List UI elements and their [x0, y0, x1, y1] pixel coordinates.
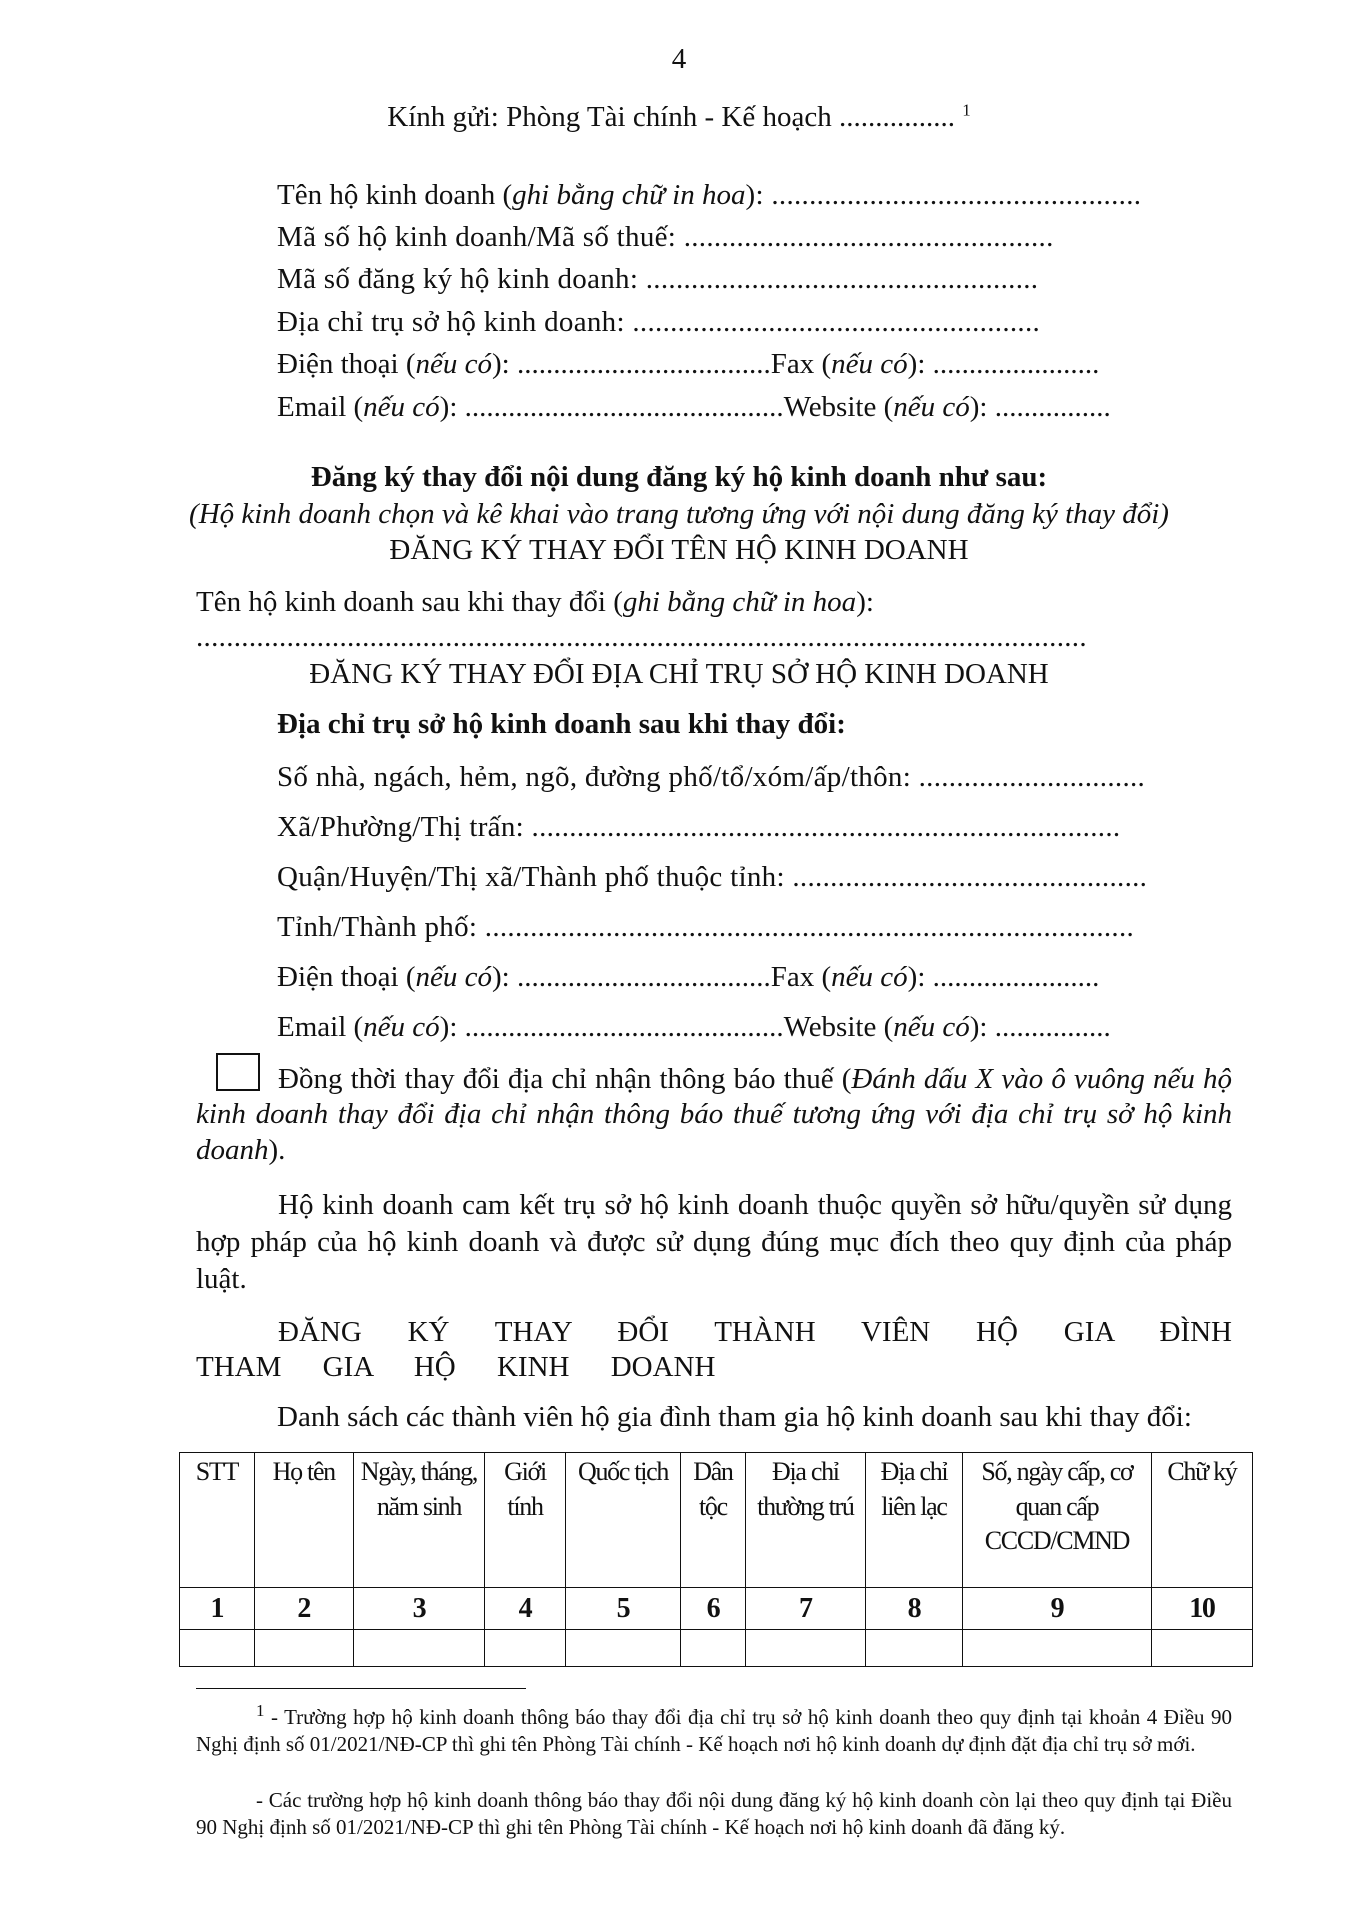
- new-phone-dots: ): ...................................: [492, 961, 771, 993]
- members-number-row: [180, 1588, 1253, 1630]
- business-name-label: Tên hộ kinh doanh (: [277, 179, 513, 211]
- new-website-dots: ): ................: [969, 1011, 1111, 1043]
- section-intro-note: (Hộ kinh doanh chọn và kê khai vào trang tương ứng với nội dung đăng ký thay đổi): [189, 498, 1169, 530]
- province-field[interactable]: Tỉnh/Thành phố: ......................................................................................: [277, 911, 1135, 943]
- business-address-field[interactable]: Địa chỉ trụ sở hộ kinh doanh: ......................................................: [277, 306, 1041, 338]
- website-dots: ): ................: [969, 391, 1111, 423]
- phone-if-any: nếu có: [415, 348, 493, 380]
- phone-label: Điện thoại (: [277, 348, 416, 380]
- new-name-label-end: ):: [856, 586, 874, 618]
- district-field[interactable]: Quận/Huyện/Thị xã/Thành phố thuộc tỉnh: ...............................................: [277, 861, 1148, 893]
- new-fax-if-any: nếu có: [831, 961, 908, 993]
- new-email-label: Email (: [277, 1011, 364, 1043]
- address-change-heading: ĐĂNG KÝ THAY ĐỔI ĐỊA CHỈ TRỤ SỞ HỘ KINH DOANH: [309, 658, 1049, 690]
- table-cell[interactable]: [681, 1630, 746, 1667]
- col-number: 2: [254, 1588, 353, 1630]
- footnote-ref: 1: [962, 100, 971, 120]
- col-permanent-address: Địa chỉ thường trú: [745, 1453, 865, 1588]
- col-signature: Chữ ký: [1151, 1453, 1252, 1588]
- ward-field[interactable]: Xã/Phường/Thị trấn: ..............................................................................: [277, 811, 1121, 843]
- email-website-line[interactable]: [277, 390, 1232, 425]
- tax-address-paragraph: [196, 1062, 1232, 1168]
- business-name-hint: ghi bằng chữ in hoa: [512, 179, 746, 211]
- new-name-hint: ghi bằng chữ in hoa: [622, 586, 857, 618]
- name-change-heading: ĐĂNG KÝ THAY ĐỔI TÊN HỘ KINH DOANH: [389, 534, 969, 566]
- commitment-paragraph: Hộ kinh doanh cam kết trụ sở hộ kinh doanh thuộc quyền sở hữu/quyền sử dụng hợp pháp của hộ kinh doanh và được sử dụng đúng mục đích theo quy định của pháp luật.: [196, 1189, 1232, 1295]
- fax-dots: ): .......................: [907, 348, 1100, 380]
- col-nationality: Quốc tịch: [565, 1453, 680, 1588]
- table-cell[interactable]: [865, 1630, 962, 1667]
- footnote-2-text: - Các trường hợp hộ kinh doanh thông báo thay đổi nội dung đăng ký hộ kinh doanh còn lại theo quy định tại Điều 90 Nghị định số 01/2021/NĐ-CP thì ghi tên Phòng Tài chính - Kế hoạch nơi hộ kinh doanh đã đăng ký.: [196, 1788, 1232, 1840]
- footnote-1-text: - Trường hợp hộ kinh doanh thông báo thay đổi địa chỉ trụ sở hộ kinh doanh theo quy định tại khoản 4 Điều 90 Nghị định số 01/2021/NĐ-CP thì ghi tên Phòng Tài chính - Kế hoạch nơi hộ kinh doanh dự định đặt địa chỉ trụ sở mới.: [196, 1705, 1232, 1757]
- table-cell[interactable]: [254, 1630, 353, 1667]
- table-row: [180, 1630, 1253, 1667]
- col-number: 4: [485, 1588, 566, 1630]
- new-email-if-any: nếu có: [363, 1011, 440, 1043]
- col-number: 6: [681, 1588, 746, 1630]
- section-intro-title: Đăng ký thay đổi nội dung đăng ký hộ kinh doanh như sau:: [310, 461, 1048, 493]
- col-birth-date: Ngày, tháng, năm sinh: [353, 1453, 484, 1588]
- phone-fax-line[interactable]: [277, 347, 1232, 382]
- col-stt: STT: [180, 1453, 255, 1588]
- member-change-heading: ĐĂNG KÝ THAY ĐỔI THÀNH VIÊN HỘ GIA ĐÌNH THAM GIA HỘ KINH DOANH: [196, 1316, 1232, 1383]
- tax-address-note: Đánh dấu X vào ô vuông nếu hộ kinh doanh thay đổi địa chỉ nhận thông báo thuế tương ứng với địa chỉ trụ sở hộ kinh doanh: [196, 1063, 1232, 1166]
- addressee: Kính gửi: Phòng Tài chính - Kế hoạch ................: [387, 101, 955, 133]
- page-number: 4: [671, 43, 687, 75]
- tax-address-text: Đồng thời thay đổi địa chỉ nhận thông báo thuế (: [278, 1063, 852, 1095]
- footnote-1-mark: 1: [256, 1701, 265, 1720]
- new-fax-label: Fax (: [770, 961, 832, 993]
- table-cell[interactable]: [353, 1630, 484, 1667]
- col-contact-address: Địa chỉ liên lạc: [865, 1453, 962, 1588]
- email-if-any: nếu có: [363, 391, 440, 423]
- table-cell[interactable]: [1151, 1630, 1252, 1667]
- col-number: 7: [745, 1588, 865, 1630]
- col-number: 3: [353, 1588, 484, 1630]
- col-full-name: Họ tên: [254, 1453, 353, 1588]
- new-email-dots: ): ............................................: [439, 1011, 784, 1043]
- table-cell[interactable]: [180, 1630, 255, 1667]
- col-ethnicity: Dân tộc: [681, 1453, 746, 1588]
- new-phone-label: Điện thoại (: [277, 961, 416, 993]
- street-field[interactable]: Số nhà, ngách, hẻm, ngõ, đường phố/tổ/xóm/ấp/thôn: ..............................: [277, 761, 1146, 793]
- footnote-2: [196, 1787, 1232, 1842]
- col-id-card: Số, ngày cấp, cơ quan cấp CCCD/CMND: [962, 1453, 1151, 1588]
- footnote-1: [196, 1701, 1232, 1759]
- business-code-field[interactable]: Mã số hộ kinh doanh/Mã số thuế: .................................................: [277, 221, 1054, 253]
- col-number: 10: [1151, 1588, 1252, 1630]
- email-label: Email (: [277, 391, 364, 423]
- website-if-any: nếu có: [893, 391, 970, 423]
- new-website-if-any: nếu có: [893, 1011, 970, 1043]
- website-label: Website (: [783, 391, 894, 423]
- new-website-label: Website (: [783, 1011, 894, 1043]
- new-phone-fax-line[interactable]: [277, 960, 1232, 995]
- col-number: 9: [962, 1588, 1151, 1630]
- new-name-label: [196, 585, 1232, 620]
- new-name-field[interactable]: ......................................................................................................................: [196, 621, 1087, 653]
- table-cell[interactable]: [745, 1630, 865, 1667]
- address-change-subheading: Địa chỉ trụ sở hộ kinh doanh sau khi thay đổi:: [277, 708, 846, 740]
- col-number: 5: [565, 1588, 680, 1630]
- table-cell[interactable]: [962, 1630, 1151, 1667]
- new-fax-dots: ): .......................: [907, 961, 1100, 993]
- business-name-field[interactable]: [277, 178, 1232, 213]
- phone-dots: ): ...................................: [492, 348, 771, 380]
- footnote-divider: [196, 1688, 526, 1689]
- tax-address-end: ).: [268, 1133, 286, 1166]
- table-cell[interactable]: [485, 1630, 566, 1667]
- col-number: 1: [180, 1588, 255, 1630]
- business-name-dots: ): .................................................: [745, 179, 1142, 211]
- new-email-website-line[interactable]: [277, 1010, 1232, 1045]
- col-gender: Giới tính: [485, 1453, 566, 1588]
- member-list-label: Danh sách các thành viên hộ gia đình tham gia hộ kinh doanh sau khi thay đổi:: [277, 1401, 1192, 1433]
- fax-if-any: nếu có: [831, 348, 908, 380]
- fax-label: Fax (: [770, 348, 832, 380]
- new-name-label-text: Tên hộ kinh doanh sau khi thay đổi (: [196, 586, 623, 618]
- registration-code-field[interactable]: Mã số đăng ký hộ kinh doanh: ....................................................: [277, 263, 1039, 295]
- addressee-line: [0, 100, 1358, 135]
- members-header-row: [180, 1453, 1253, 1588]
- col-number: 8: [865, 1588, 962, 1630]
- members-table: [179, 1452, 1253, 1667]
- email-dots: ): ............................................: [439, 391, 784, 423]
- table-cell[interactable]: [565, 1630, 680, 1667]
- new-phone-if-any: nếu có: [415, 961, 493, 993]
